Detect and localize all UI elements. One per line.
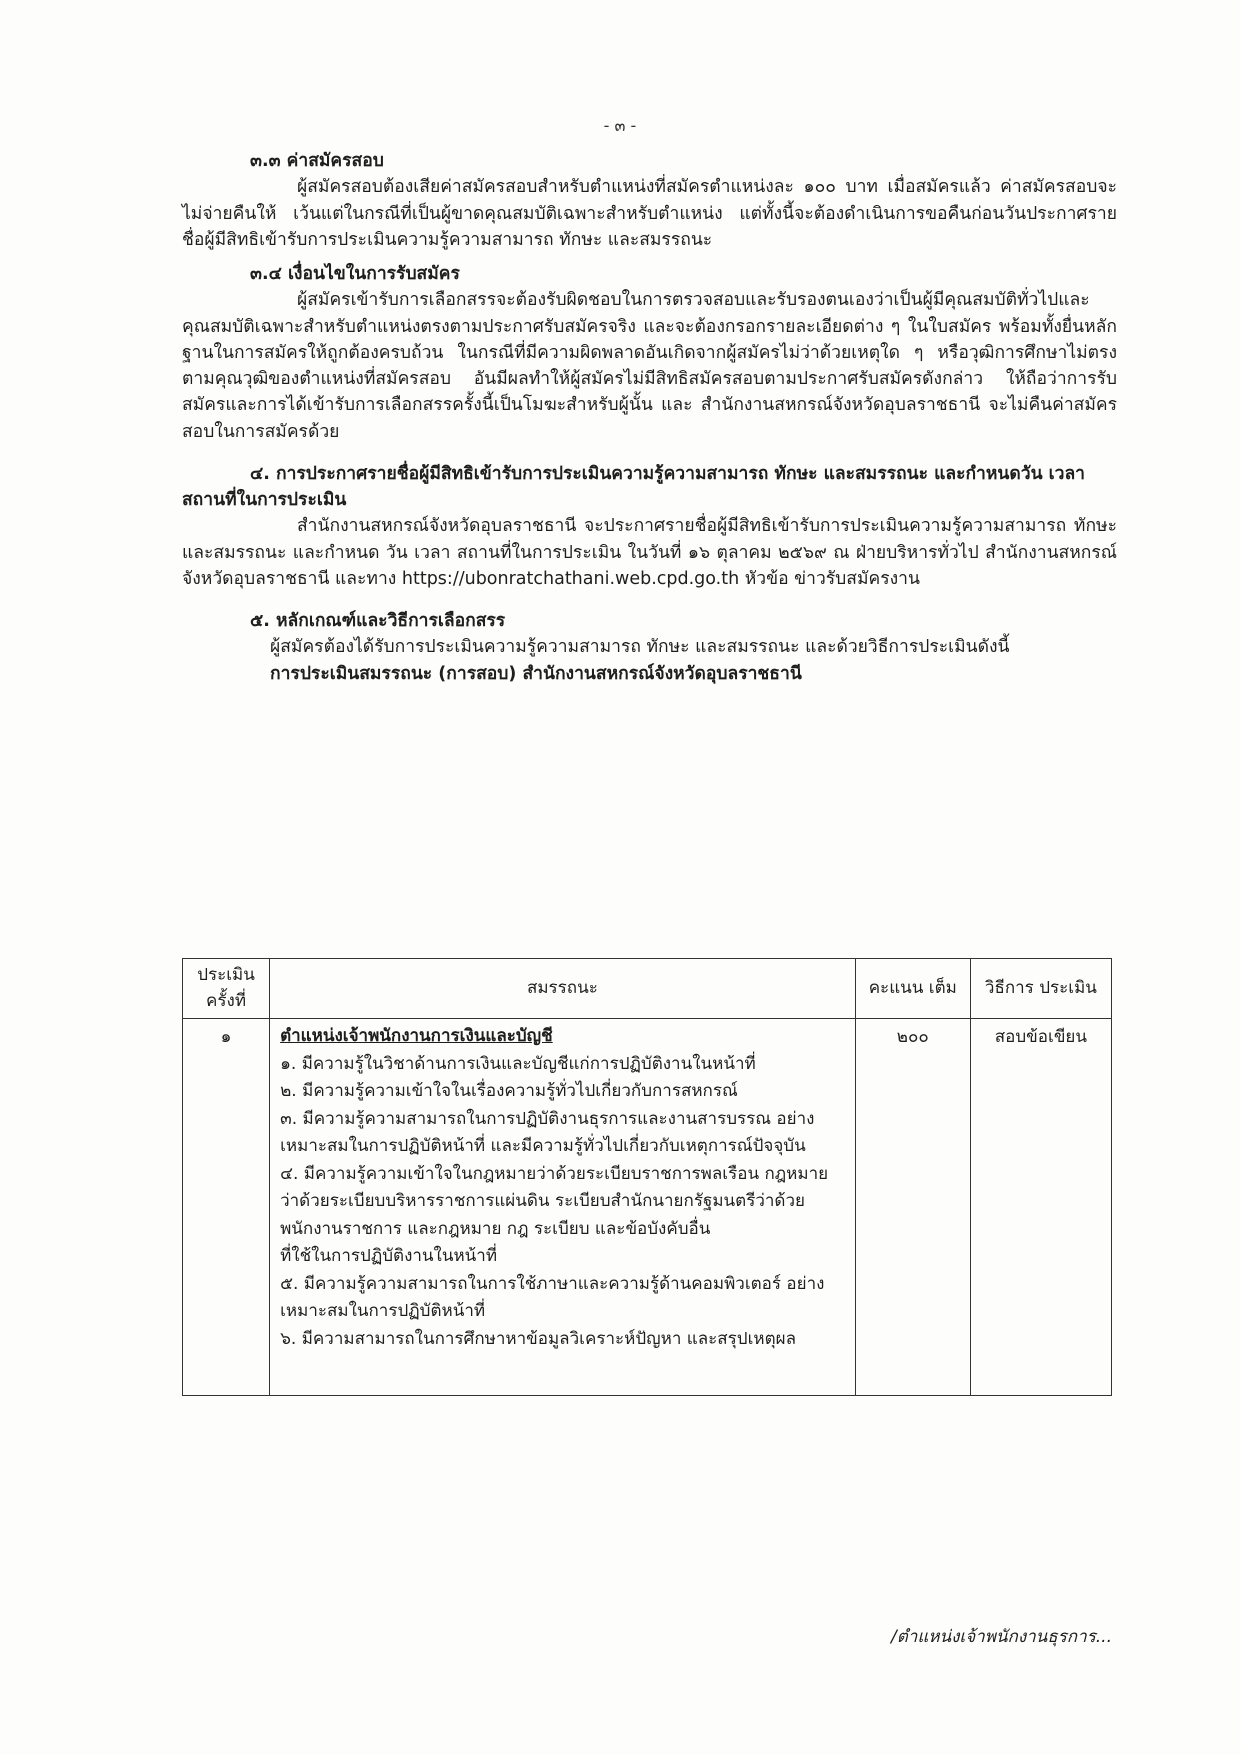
competency-item-4: ๔. มีความรู้ความเข้าใจในกฎหมายว่าด้วยระเบียบราชการพลเรือน กฎหมายว่าด้วยระเบียบบริหารราชการแผ่นดิน ระเบียบสำนักนายกรัฐมนตรีว่าด้วยพนักงานราชการ และกฎหมาย กฎ ระเบียบ และข้อบังคับอื่น [280,1163,829,1239]
section-3-3-body: ผู้สมัครสอบต้องเสียค่าสมัครสอบสำหรับตำแหน่งที่สมัครตำแหน่งละ ๑๐๐ บาท เมื่อสมัครแล้ว ค่าสมัครสอบจะไม่จ่ายคืนให้ เว้นแต่ในกรณีที่เป็นผู้ขาดคุณสมบัติเฉพาะสำหรับตำแหน่ง แต่ทั้งนี้จะต้องดำเนินการขอคืนก่อนวันประกาศรายชื่อผู้มีสิทธิเข้ารับการประเมินความรู้ความสามารถ ทักษะ และสมรรถนะ [182,177,1117,250]
competency-item-5: ๕. มีความรู้ความสามารถในการใช้ภาษาและความรู้ด้านคอมพิวเตอร์ อย่างเหมาะสมในการปฏิบัติหน้าที่ [280,1273,825,1322]
table-header-row [183,959,1112,1019]
section-4-body: สำนักงานสหกรณ์จังหวัดอุบลราชธานี จะประกาศรายชื่อผู้มีสิทธิเข้ารับการประเมินความรู้ความสามารถ ทักษะ และสมรรถนะ และกำหนด วัน เวลา สถานที่ในการประเมิน ในวันที่ ๑๖ ตุลาคม ๒๕๖๙ ณ ฝ่ายบริหารทั่วไป สำนักงานสหกรณ์จังหวัดอุบลราชธานี และทาง https://ubonratchathani.web.cpd.go.th หัวข้อ ข่าวรับสมัครงาน [182,516,1117,589]
competency-item-3: ๓. มีความรู้ความสามารถในการปฏิบัติงานธุรการและงานสารบรรณ อย่างเหมาะสมในการปฏิบัติหน้าที่ และมีความรู้ทั่วไปเกี่ยวกับเหตุการณ์ปัจจุบัน [280,1108,815,1157]
competency-item-4-cont: ที่ใช้ในการปฏิบัติงานในหน้าที่ [280,1246,498,1267]
cell-method: สอบข้อเขียน [970,1019,1111,1396]
section-5-heading: ๕. หลักเกณฑ์และวิธีการเลือกสรร [250,611,506,631]
header-round: ประเมิน ครั้งที่ [183,959,270,1019]
header-method: วิธีการ ประเมิน [970,959,1111,1019]
section-3-4-body: ผู้สมัครเข้ารับการเลือกสรรจะต้องรับผิดชอบในการตรวจสอบและรับรองตนเองว่าเป็นผู้มีคุณสมบัติทั่วไปและคุณสมบัติเฉพาะสำหรับตำแหน่งตรงตามประกาศรับสมัครจริง และจะต้องกรอกรายละเอียดต่าง ๆ ในใบสมัคร พร้อมทั้งยื่นหลักฐานในการสมัครให้ถูกต้องครบถ้วน ในกรณีที่มีความผิดพลาดอันเกิดจากผู้สมัครไม่ว่าด้วยเหตุใด ๆ หรือวุฒิการศึกษาไม่ตรงตามคุณวุฒิของตำแหน่งที่สมัครสอบ อันมีผลทำให้ผู้สมัครไม่มีสิทธิสมัครสอบตามประกาศรับสมัครดังกล่าว ให้ถือว่าการรับสมัครและการได้เข้ารับการเลือกสรรครั้งนี้เป็นโมฆะสำหรับผู้นั้น และ สำนักงานสหกรณ์จังหวัดอุบลราชธานี จะไม่คืนค่าสมัครสอบในการสมัครด้วย [182,290,1117,442]
position-title: ตำแหน่งเจ้าพนักงานการเงินและบัญชี [280,1026,553,1046]
table-row [183,1019,1112,1396]
continued-next-page: /ตำแหน่งเจ้าพนักงานธุรการ... [891,1627,1112,1647]
header-competency: สมรรถนะ [270,959,856,1019]
assessment-table-title: การประเมินสมรรถนะ (การสอบ) สำนักงานสหกรณ์จังหวัดอุบลราชธานี [270,663,802,684]
document-body [182,148,1117,687]
competency-item-1: ๑. มีความรู้ในวิชาด้านการเงินและบัญชีแก่การปฏิบัติงานในหน้าที่ [280,1053,756,1074]
section-3-4-heading: ๓.๔ เงื่อนไขในการรับสมัคร [250,264,460,284]
competency-item-6: ๖. มีความสามารถในการศึกษาหาข้อมูลวิเคราะห์ปัญหา และสรุปเหตุผล [280,1328,797,1349]
cell-competency [270,1019,856,1396]
competency-item-2: ๒. มีความรู้ความเข้าใจในเรื่องความรู้ทั่วไปเกี่ยวกับการสหกรณ์ [280,1081,738,1102]
section-4-heading: ๔. การประกาศรายชื่อผู้มีสิทธิเข้ารับการประเมินความรู้ความสามารถ ทักษะ และสมรรถนะ และกำหนดวัน เวลา สถานที่ในการประเมิน [182,463,1085,510]
header-score: คะแนน เต็ม [855,959,970,1019]
page-number: - ๓ - [603,116,637,135]
section-5-body: ผู้สมัครต้องได้รับการประเมินความรู้ความสามารถ ทักษะ และสมรรถนะ และด้วยวิธีการประเมินดังนี้ [270,637,1010,658]
section-3-3-heading: ๓.๓ ค่าสมัครสอบ [250,151,384,171]
cell-score: ๒๐๐ [855,1019,970,1396]
assessment-table [182,958,1112,1396]
cell-round: ๑ [183,1019,270,1396]
